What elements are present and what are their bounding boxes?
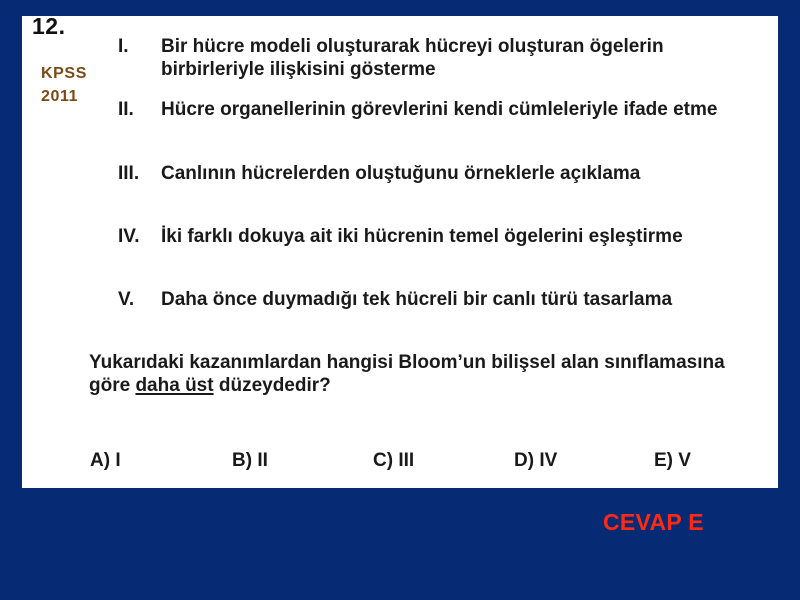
answer-label: CEVAP E [603,509,704,535]
item-iv [118,225,768,248]
exam-label [41,62,87,108]
item-text: Daha önce duymadığı tek hücreli bir canlı türü tasarlama [161,289,673,310]
item-ii [118,98,768,121]
item-numeral: II. [118,99,134,120]
item-text: Hücre organellerinin görevlerini kendi cümleleriyle ifade etme [161,99,718,120]
item-numeral: III. [118,163,140,184]
choice-c[interactable]: C) III [373,450,415,471]
choice-b[interactable]: B) II [232,450,268,471]
item-v [118,288,768,311]
item-numeral: I. [118,36,129,57]
item-text: İki farklı dokuya ait iki hücrenin temel ögelerini eşleştirme [161,226,683,247]
choice-d[interactable]: D) IV [514,450,558,471]
choice-a[interactable]: A) I [90,450,121,471]
exam-label-year: 2011 [41,88,79,105]
question-number: 12. [32,13,66,39]
item-i [118,35,768,81]
item-text: Bir hücre modeli oluşturarak hücreyi oluşturan ögelerin birbirleriyle ilişkisini gösterme [161,36,664,80]
question-card [22,13,778,488]
stem-text-after: düzeydedir? [213,375,331,396]
choice-e[interactable]: E) V [654,450,691,471]
stem-text-before: Yukarıdaki kazanımlardan hangisi Bloom’un bilişsel alan sınıflamasına göre [89,352,725,396]
question-stem [89,351,769,397]
item-numeral: V. [118,289,135,310]
item-numeral: IV. [118,226,140,247]
stem-underlined-text: daha üst [135,375,214,396]
answer-choices [22,450,778,476]
item-iii [118,162,768,185]
item-text: Canlının hücrelerden oluştuğunu örneklerle açıklama [161,163,641,184]
exam-label-name: KPSS [41,65,87,82]
